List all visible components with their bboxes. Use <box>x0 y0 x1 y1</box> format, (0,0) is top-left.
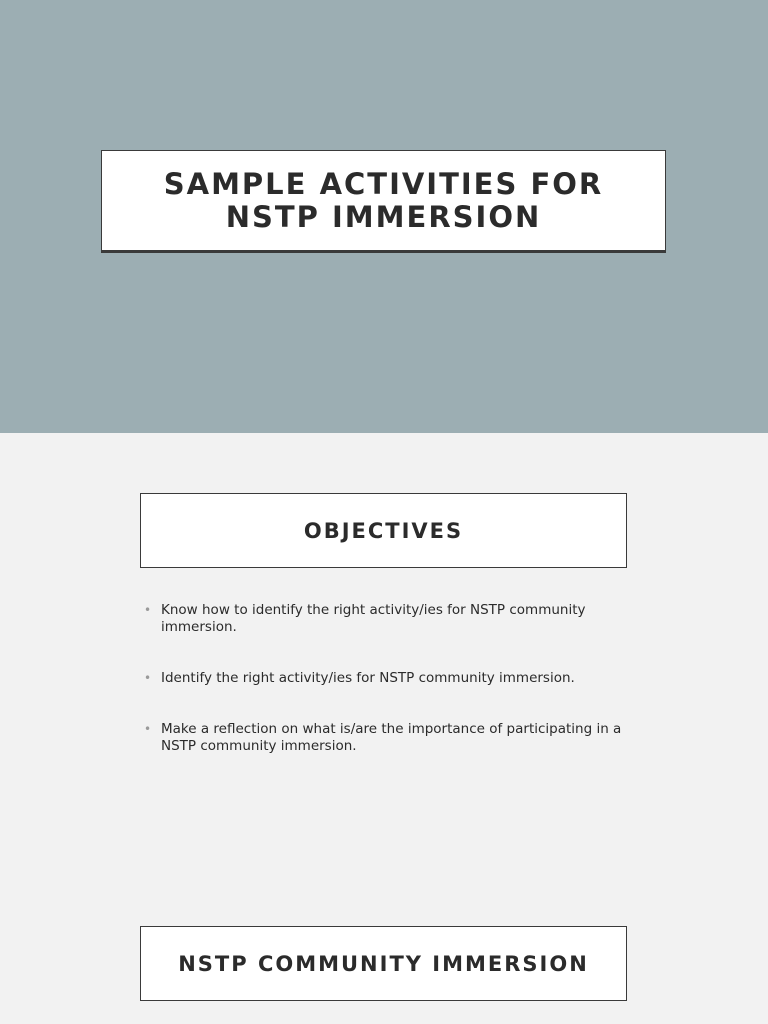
bullet-icon: • <box>144 603 152 617</box>
immersion-heading-box <box>140 926 627 1001</box>
title-box <box>101 150 666 253</box>
objectives-list <box>144 602 624 789</box>
title-slide <box>0 0 768 433</box>
objective-text: Identify the right activity/ies for NSTP community immersion. <box>161 670 575 686</box>
list-item <box>144 602 624 636</box>
immersion-heading: NSTP COMMUNITY IMMERSION <box>178 951 589 976</box>
slide-title: SAMPLE ACTIVITIES FOR NSTP IMMERSION <box>163 166 604 234</box>
objectives-heading-box <box>140 493 627 568</box>
bullet-icon: • <box>144 671 152 685</box>
objective-text: Know how to identify the right activity/ies for NSTP community immersion. <box>161 602 586 635</box>
objective-text: Make a reflection on what is/are the importance of participating in a NSTP community immersion. <box>161 721 622 754</box>
list-item <box>144 670 624 687</box>
objectives-heading: OBJECTIVES <box>303 518 464 543</box>
bullet-icon: • <box>144 722 152 736</box>
list-item <box>144 721 624 755</box>
